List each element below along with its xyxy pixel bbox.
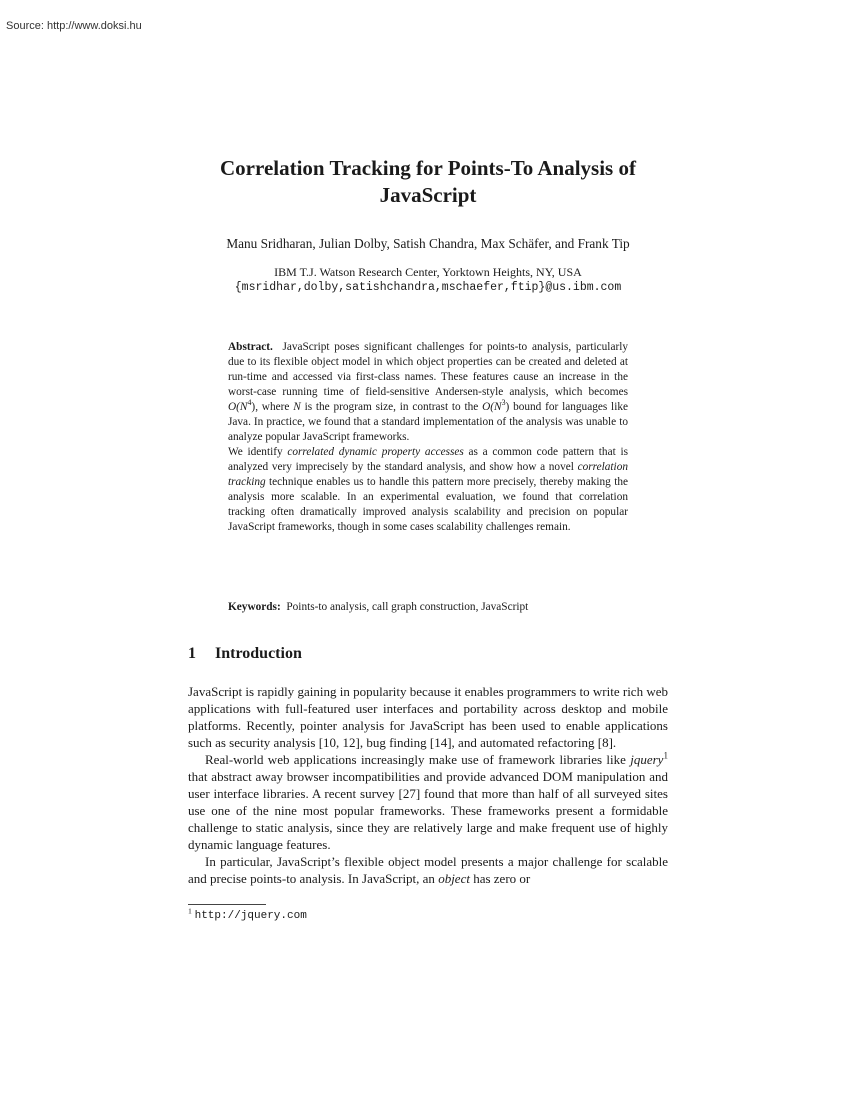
paragraph-text: that abstract away browser incompatibilities and provide advanced DOM manipulation and user interface libraries. A recent survey [27] found that more than half of all surveyed sites use one of the nine most popular frameworks. These frameworks present a formidable challenge to static analysis, since they are relatively large and make frequent use of highly dynamic language features. bbox=[188, 769, 668, 852]
title-line-2: JavaScript bbox=[379, 183, 477, 207]
footnote-reference[interactable]: 1 bbox=[663, 750, 668, 761]
title-line-1: Correlation Tracking for Points-To Analysis of bbox=[220, 156, 636, 180]
source-label: Source: http://www.doksi.hu bbox=[6, 20, 142, 32]
abstract-text: , where bbox=[255, 401, 294, 413]
author-list: Manu Sridharan, Julian Dolby, Satish Chandra, Max Schäfer, and Frank Tip bbox=[226, 236, 630, 251]
abstract-text: JavaScript poses significant challenges for points-to analysis, particularly due to its flexible object model in which object properties can be created and deleted at run-time and accessed via first-class names. These features cause an increase in the worst-case running time of field-sensitive Andersen-style analysis, which becomes bbox=[228, 341, 629, 398]
footnote bbox=[188, 906, 307, 922]
paragraph-text: Real-world web applications increasingly make use of framework libraries like bbox=[205, 752, 631, 767]
math-superscript: 4 bbox=[247, 398, 252, 408]
keywords-text: Points-to analysis, call graph construction, JavaScript bbox=[286, 601, 529, 613]
footnote-marker: 1 bbox=[188, 906, 192, 916]
paragraph-text: In particular, JavaScript’s flexible object model presents a major challenge for scalable and precise points-to analysis. In JavaScript, an bbox=[188, 854, 668, 886]
abstract-text: technique enables us to handle this pattern more precisely, thereby making the analysis more scalable. In an experimental evaluation, we found that correlation tracking often dramatically improved analysis scalability and precision on popular JavaScript frameworks, though in some cases scalability challenges remain. bbox=[228, 476, 628, 533]
abstract-label: Abstract. bbox=[228, 341, 273, 353]
body-paragraph-3 bbox=[188, 853, 668, 887]
section-number: 1 bbox=[188, 645, 196, 662]
keywords-label: Keywords: bbox=[228, 601, 281, 613]
emphasis: correlation tracking bbox=[228, 461, 628, 488]
footnote-divider bbox=[188, 904, 266, 905]
abstract-text: bound for languages like Java. In practice, we found that a standard implementation of the analysis was unable to analyze popular JavaScript frameworks. bbox=[228, 401, 628, 443]
abstract bbox=[228, 340, 628, 535]
math-expression: ) bbox=[505, 401, 510, 413]
body-paragraph-1: JavaScript is rapidly gaining in popularity because it enables programmers to write rich web applications with full-featured user interfaces and portability across desktop and mobile platforms. Recently, pointer analysis for JavaScript has been used to enable applications such as security analysis [10, 12], bug finding [14], and automated refactoring [8]. bbox=[188, 684, 668, 750]
emphasis: jquery bbox=[630, 752, 664, 767]
math-expression: O(N bbox=[482, 401, 502, 413]
paper-title bbox=[150, 155, 706, 209]
section-title: Introduction bbox=[215, 645, 302, 662]
abstract-paragraph-1 bbox=[228, 340, 628, 445]
emphasis: correlated dynamic property accesses bbox=[287, 446, 464, 458]
math-expression: ) bbox=[251, 401, 256, 413]
body-text bbox=[188, 683, 668, 887]
paragraph-text: has zero or bbox=[469, 871, 531, 886]
math-superscript: 3 bbox=[501, 398, 506, 408]
section-heading bbox=[188, 645, 302, 663]
footnote-link[interactable]: http://jquery.com bbox=[194, 910, 307, 922]
emphasis: object bbox=[438, 871, 470, 886]
math-variable: N bbox=[293, 401, 301, 413]
author-emails: {msridhar,dolby,satishchandra,mschaefer,ftip}@us.ibm.com bbox=[234, 281, 622, 294]
abstract-text: We identify bbox=[228, 446, 288, 458]
abstract-text: as a common code pattern that is analyzed very imprecisely by the standard analysis, and show how a novel bbox=[228, 446, 628, 473]
abstract-paragraph-2 bbox=[228, 445, 628, 535]
math-expression: O(N bbox=[228, 401, 248, 413]
abstract-text: is the program size, in contrast to the bbox=[300, 401, 483, 413]
institution: IBM T.J. Watson Research Center, Yorktown Heights, NY, USA bbox=[274, 265, 582, 279]
body-paragraph-2 bbox=[188, 751, 668, 853]
keywords bbox=[228, 600, 628, 615]
affiliation bbox=[150, 265, 706, 295]
